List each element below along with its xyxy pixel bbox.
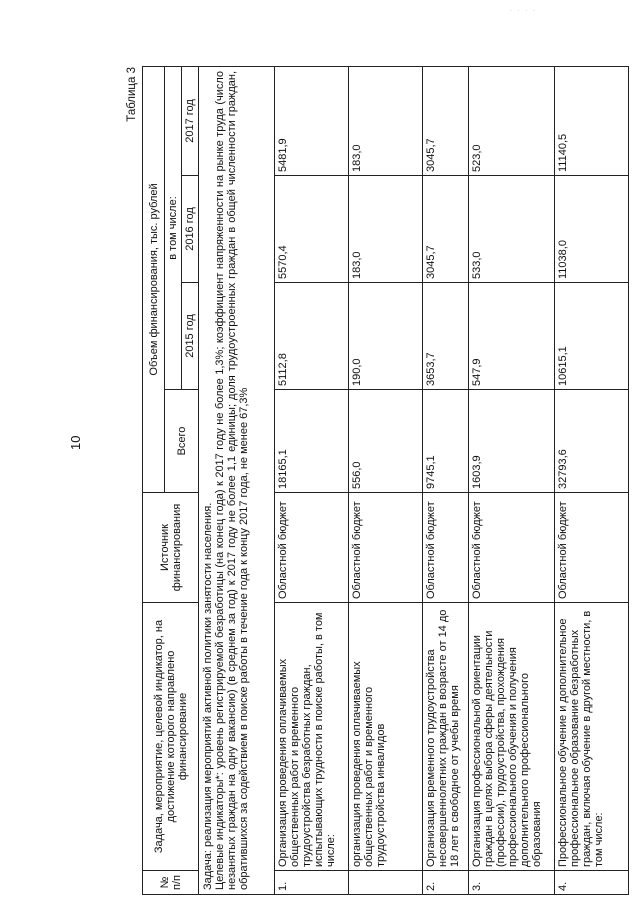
intro-task-line: Задача: реализация мероприятий активной политики занятости населения. [202,502,214,890]
table-row [275,66,349,894]
header-task: Задача, мероприятие, целевой индикатор, на достижение которого направлено финансирование [143,603,199,871]
intro-indicators: Целевые индикаторы*: уровень регистрируемой безработицы (на конец года) к 2017 году не более 1,3%; коэффициент напряженности на рынке труда (число незанятых граждан на одну вакансию) (в среднем за год) к 2017 году не более 1,1 единицы; доля трудоустроенных граждан в общей численности граждан, обратившихся за содействием в поиске работы в течение года к концу 2017 года, не менее 67,3% [214,70,250,890]
header-num: № п/п [143,871,199,895]
page-number: 10 [68,435,83,450]
row-num: 2. [423,871,469,895]
header-2017: 2017 год [182,66,199,175]
scan-artifact: · · · · [510,8,537,14]
table-row [423,66,469,894]
header-2015: 2015 год [182,283,199,390]
row-2017: 183,0 [349,66,423,175]
table-caption: Таблица 3 [126,67,138,122]
rotated-table-block [122,67,632,895]
row-source: Областной бюджет [423,493,469,603]
row-task: Организация профессиональной ориентации граждан в целях выбора сферы деятельности (профессии), трудоустройства, прохождения профессионального обучения и получения дополнительного профессионального образования [469,603,555,871]
row-2015: 547,9 [469,283,555,390]
row-source: Областной бюджет [275,493,349,603]
row-2016: 5570,4 [275,176,349,283]
table-row [555,66,629,894]
row-num: 4. [555,871,629,895]
row-2017: 5481,9 [275,66,349,175]
row-num [349,871,423,895]
row-2016: 183,0 [349,176,423,283]
row-task: Организация проведения оплачиваемых общественных работ и временного трудоустройства безработных граждан, испытывающих трудности в поиске работы, в том числе: [275,603,349,871]
row-total: 1603,9 [469,390,555,493]
row-source: Областной бюджет [469,493,555,603]
row-2017: 11140,5 [555,66,629,175]
table-row [349,66,423,894]
header-2016: 2016 год [182,176,199,283]
row-2017: 3045,7 [423,66,469,175]
row-num: 3. [469,871,555,895]
row-task: Организация временного трудоустройства несовершеннолетних граждан в возрасте от 14 до 18 лет в свободное от учебы время [423,603,469,871]
row-source: Областной бюджет [349,493,423,603]
row-2017: 523,0 [469,66,555,175]
row-2015: 3653,7 [423,283,469,390]
row-2015: 5112,8 [275,283,349,390]
row-2016: 3045,7 [423,176,469,283]
row-2016: 533,0 [469,176,555,283]
row-task: Профессиональное обучение и дополнительное профессиональное образование безработных граждан, включая обучение в другой местности, в том числе: [555,603,629,871]
header-total: Всего [165,390,199,493]
row-total: 18165,1 [275,390,349,493]
header-funding: Объем финансирования, тыс. рублей [143,66,165,492]
header-including: в том числе: [165,66,182,389]
table-row [469,66,555,894]
intro-cell [199,66,275,894]
row-2015: 10615,1 [555,283,629,390]
header-source: Источник финансирования [143,493,199,603]
row-total: 556,0 [349,390,423,493]
row-total: 9745,1 [423,390,469,493]
row-2015: 190,0 [349,283,423,390]
row-total: 32793,6 [555,390,629,493]
row-source: Областной бюджет [555,493,629,603]
funding-table [142,66,629,895]
row-num: 1. [275,871,349,895]
row-task: организация проведения оплачиваемых общественных работ и временного трудоустройства инвалидов [349,603,423,871]
row-2016: 11038,0 [555,176,629,283]
